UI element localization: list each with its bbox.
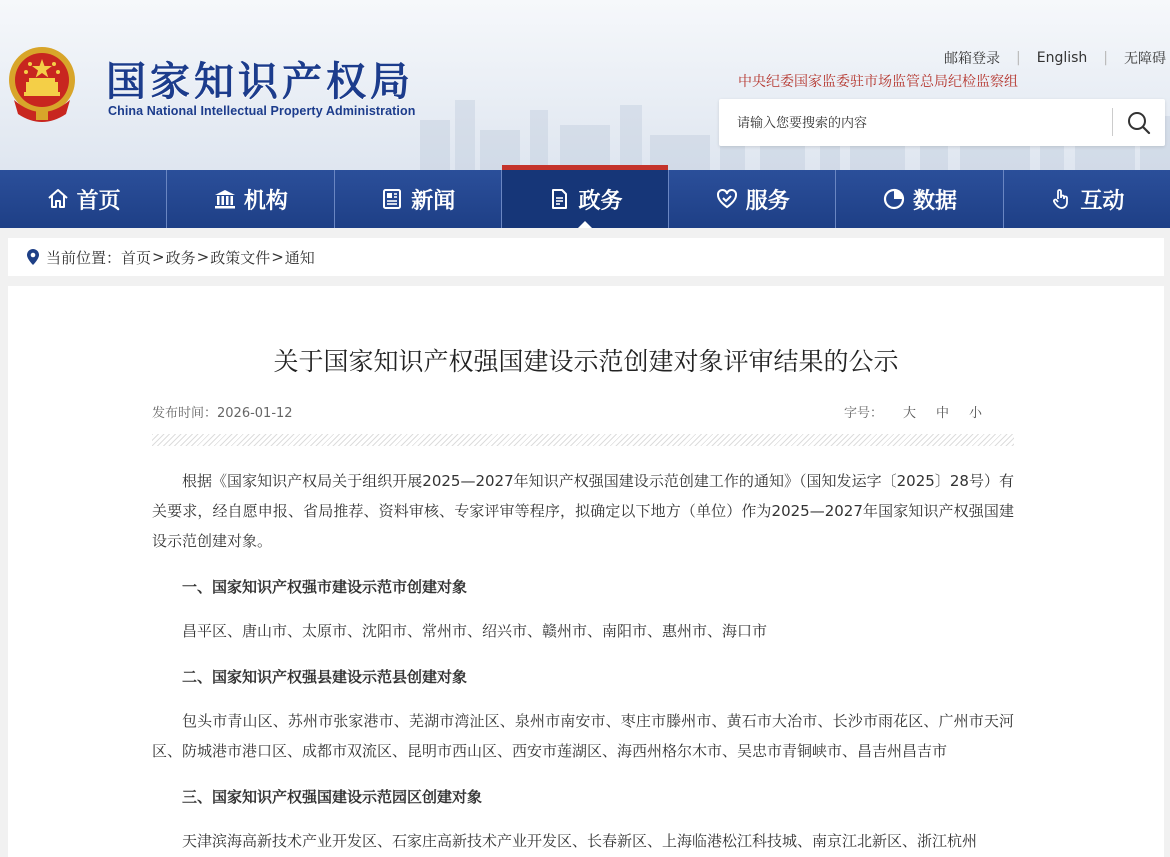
- nav-item-government-affairs[interactable]: [502, 170, 669, 228]
- site-title-cn[interactable]: 国家知识产权局: [106, 59, 414, 105]
- nav-item-home[interactable]: [0, 170, 167, 228]
- supervision-link[interactable]: 中央纪委国家监委驻市场监管总局纪检监察组: [738, 74, 1018, 90]
- publish-info: [152, 402, 293, 421]
- pie-chart-icon: [882, 187, 906, 211]
- breadcrumb-government-affairs[interactable]: 政务: [165, 248, 196, 267]
- font-size-controls: [844, 402, 982, 421]
- article-title: 关于国家知识产权强国建设示范创建对象评审结果的公示: [273, 347, 899, 376]
- nav-item-label: 服务: [745, 188, 790, 214]
- top-links-separator: |: [1103, 50, 1108, 66]
- divider: [152, 434, 1014, 446]
- font-size-small-button[interactable]: 小: [969, 406, 983, 421]
- breadcrumb-policy-documents[interactable]: 政策文件: [210, 248, 271, 267]
- accessibility-link[interactable]: 无障碍: [1124, 51, 1166, 67]
- news-icon: [380, 187, 404, 211]
- intro-paragraph: 根据《国家知识产权局关于组织开展2025—2027年知识产权强国建设示范创建工作的通知》（国知发运字〔2025〕28号）有关要求，经自愿申报、省局推荐、资料审核、专家评审等程序，拟确定以下地方（单位）作为2025—2027年国家知识产权强国建设示范创建对象。: [152, 472, 1014, 550]
- home-icon: [46, 187, 70, 211]
- section-content: 昌平区、唐山市、太原市、沈阳市、常州市、绍兴市、赣州市、南阳市、惠州市、海口市: [182, 622, 768, 640]
- breadcrumb-separator: >: [152, 248, 165, 266]
- service-icon: [715, 187, 739, 211]
- breadcrumb-prefix: 当前位置：: [46, 248, 122, 267]
- national-emblem-logo: [6, 44, 78, 122]
- nav-item-institution[interactable]: [167, 170, 334, 228]
- section-content: 包头市青山区、苏州市张家港市、芜湖市湾沚区、泉州市南安市、枣庄市滕州市、黄石市大冶市、长沙市雨花区、广州市天河区、防城港市港口区、成都市双流区、昆明市西山区、西安市莲湖区、海西州格尔木市、吴忠市青铜峡市、昌吉州昌吉市: [152, 712, 1014, 760]
- publish-date: 2026-01-12: [217, 406, 293, 421]
- search-input[interactable]: [737, 109, 1107, 137]
- nav-item-label: 新闻: [411, 188, 456, 214]
- breadcrumb-separator: >: [271, 248, 284, 266]
- nav-item-label: 互动: [1080, 188, 1125, 214]
- breadcrumb: [8, 238, 1164, 276]
- document-icon: [547, 187, 571, 211]
- section-content: 天津滨海高新技术产业开发区、石家庄高新技术产业开发区、长春新区、上海临港松江科技城、南京江北新区、浙江杭州: [182, 832, 978, 850]
- section-heading: 三、国家知识产权强国建设示范园区创建对象: [182, 788, 483, 806]
- site-header: [0, 0, 1170, 170]
- nav-item-data[interactable]: [836, 170, 1003, 228]
- english-link[interactable]: English: [1036, 50, 1088, 66]
- search-box: [719, 99, 1165, 146]
- top-links: [944, 48, 1166, 68]
- article-body: [152, 466, 1014, 856]
- font-size-large-button[interactable]: 大: [903, 406, 917, 421]
- publish-label: 发布时间：: [152, 406, 218, 421]
- breadcrumb-home[interactable]: 首页: [121, 248, 152, 267]
- nav-item-label: 数据: [913, 188, 958, 214]
- hand-icon: [1049, 187, 1073, 211]
- section-heading: 二、国家知识产权强县建设示范县创建对象: [182, 668, 468, 686]
- nav-item-label: 首页: [76, 188, 121, 214]
- breadcrumb-notice[interactable]: 通知: [284, 248, 315, 267]
- institution-icon: [213, 187, 237, 211]
- nav-item-news[interactable]: [335, 170, 502, 228]
- search-icon[interactable]: [1121, 108, 1157, 138]
- top-links-separator: |: [1016, 50, 1021, 66]
- nav-item-label: 机构: [243, 188, 288, 214]
- mailbox-login-link[interactable]: 邮箱登录: [944, 51, 1000, 67]
- nav-item-label: 政务: [578, 188, 623, 214]
- section-heading: 一、国家知识产权强市建设示范市创建对象: [182, 578, 468, 596]
- breadcrumb-separator: >: [196, 248, 210, 266]
- site-title-en[interactable]: China National Intellectual Property Administration: [108, 104, 416, 118]
- search-divider: [1112, 108, 1113, 136]
- main-nav: [0, 170, 1170, 228]
- font-size-label: 字号：: [844, 406, 884, 421]
- nav-item-service[interactable]: [669, 170, 836, 228]
- location-pin-icon: [26, 248, 40, 266]
- font-size-medium-button[interactable]: 中: [936, 406, 950, 421]
- nav-item-interaction[interactable]: [1004, 170, 1170, 228]
- article-container: [8, 286, 1164, 857]
